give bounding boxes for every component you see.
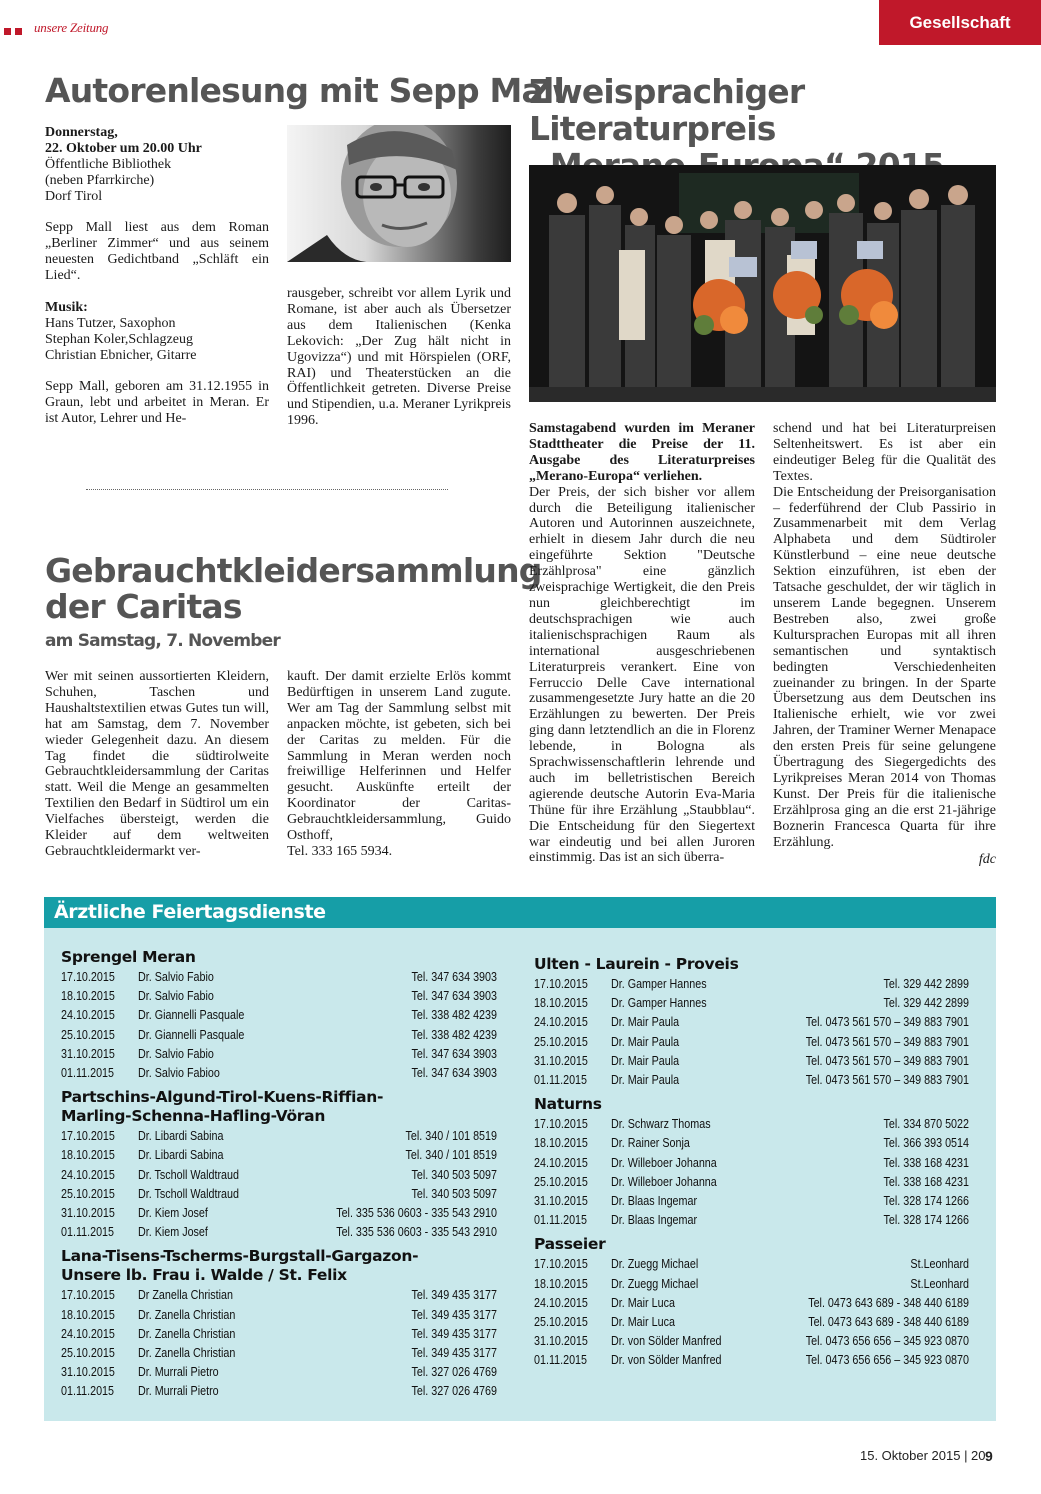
duty-phone: Tel. 338 168 4231: [883, 1174, 969, 1189]
duty-row: [534, 1071, 969, 1090]
duty-doctor: Dr. Mair Luca: [610, 1295, 675, 1310]
article-autorenlesung-col1: [45, 125, 269, 443]
duty-date: 18.10.2015: [61, 989, 115, 1004]
duty-row: [534, 1115, 969, 1134]
header-square-icon: [15, 28, 22, 35]
duty-doctor: Dr. Willeboer Johanna: [610, 1155, 717, 1170]
duty-date: 01.11.2015: [534, 1073, 588, 1087]
music-line: Hans Tutzer, Saxophon: [45, 315, 176, 331]
duty-row: [534, 1332, 969, 1351]
duty-row: [61, 1026, 497, 1045]
article-caritas-col2: kauft. Der damit erzielte Erlös kommt Bedürftigen in unserem Land zugute. Wer am Tag der Sammlung selbst mit anpacken möchte, ist gebeten, sich bei der Caritas zu melden. Für die Sammlung in Meran werden noch freiwillige Helferinnen und Helfer gesucht. Auskünfte erteilt der Koordinator der Caritas-Gebrauchtkleidersammlung, Guido Osthoff, Tel. 333 165 5934.: [287, 669, 511, 859]
duty-doctor: Dr. Kiem Josef: [137, 1225, 208, 1240]
duty-row: [61, 1185, 497, 1204]
duty-date: 17.10.2015: [534, 977, 588, 991]
duty-phone: Tel. 349 435 3177: [411, 1346, 497, 1360]
duty-date: 31.10.2015: [534, 1334, 588, 1349]
duty-doctor: Dr. Mair Paula: [610, 1034, 680, 1049]
duty-phone: Tel. 328 174 1266: [883, 1213, 969, 1228]
article-title-literaturpreis: Zweisprachiger Literaturpreis: [529, 72, 805, 148]
duty-date: 24.10.2015: [534, 1295, 588, 1310]
duty-row: [61, 1306, 497, 1325]
duty-doctor: Dr. Giannelli Pasquale: [137, 1008, 245, 1023]
duty-doctor: Dr. Gamper Hannes: [610, 977, 707, 991]
duty-doctor: Dr. Mair Luca: [610, 1315, 675, 1329]
article-autorenlesung-col2: rausgeber, schreibt vor allem Lyrik und Romane, ist aber auch als Übersetzer aus dem Italienischen (Kenka Lekovich: „Der Zug hält nicht in Ugovizza“) und mit Hörspielen (ORF, RAI) und Theaterstücken an die Öffentlichkeit getreten. Diverse Preise und Stipendien, u.a. Meraner Lyrikpreis 1996.: [287, 286, 511, 429]
duty-date: 18.10.2015: [534, 1136, 588, 1151]
duty-doctor: Dr. Willeboer Johanna: [610, 1174, 717, 1189]
duty-doctor: Dr. Blaas Ingemar: [610, 1213, 698, 1228]
duty-phone: Tel. 347 634 3903: [411, 1066, 497, 1080]
duty-row: [534, 1313, 969, 1332]
article-paragraph: Sepp Mall, geboren am 31.12.1955 in Graun, lebt und arbeitet in Meran. Er ist Autor, Lehrer und He-: [45, 379, 269, 427]
article-subtitle-caritas: am Samstag, 7. November: [45, 631, 280, 651]
duty-date: 25.10.2015: [61, 1346, 115, 1360]
duty-phone: Tel. 335 536 0603 - 335 543 2910: [336, 1206, 497, 1220]
duty-phone: Tel. 349 435 3177: [411, 1307, 497, 1322]
header-square-icon: [4, 28, 11, 35]
duty-date: 01.11.2015: [61, 1066, 115, 1080]
duty-doctor: Dr. Zanella Christian: [137, 1346, 236, 1360]
duty-row: [534, 1275, 969, 1294]
event-day: Donnerstag,: [45, 125, 118, 140]
duty-row: [534, 994, 969, 1013]
duty-group-title: Naturns: [534, 1095, 602, 1114]
duty-row: [534, 1192, 969, 1211]
duty-phone: Tel. 338 168 4231: [883, 1155, 969, 1170]
duty-row: [61, 1204, 497, 1223]
duty-row: [61, 1325, 497, 1344]
duty-date: 25.10.2015: [534, 1034, 588, 1049]
duty-phone: Tel. 0473 561 570 – 349 883 7901: [805, 1015, 969, 1030]
music-line: Stephan Koler,Schlagzeug: [45, 331, 193, 347]
duty-row: [534, 1351, 969, 1370]
duty-date: 25.10.2015: [534, 1315, 588, 1329]
duty-phone: Tel. 340 503 5097: [411, 1167, 497, 1182]
duty-doctor: Dr. Blaas Ingemar: [610, 1194, 698, 1208]
duty-phone: Tel. 0473 643 689 - 348 440 6189: [808, 1315, 969, 1329]
duty-doctor: Dr. Tscholl Waldtraud: [137, 1186, 239, 1201]
article-literaturpreis-col1: Samstagabend wurden im Meraner Stadttheater die Preise der 11. Ausgabe des Literaturpreises „Merano-Europa“ verliehen. Der Preis, der sich bisher vor allem durch die Beteiligung italienischer Autoren und Autorinnen auszeichnete, erhielt in diesem Jahr durch die neu eingeführte Sektion "Deutsche Erzählprosa" eine gänzlich zweisprachige Wertigkeit, die den Preis nun gleichberechtigt im deutschsprachigen wie auch italienischsprachigen Raum als international ausgeschriebenen Literaturpreis verankert. Eine von Ferruccio Delle Cave international zusammengesetzte Jury hatte an die 20 Erzählungen zu bewerten. Der Preis ging dann letztendlich an die in Florenz lebende, in Bologna als Sprachwissenschaftlerin lehrende und auch im belletristischen Bereich agierende deutsche Autorin Eva-Maria Thüne für ihre Erzählung „Staubblau“. Die Entscheidung für den Siegertext war eindeutig und bei allen Juroren einstimmig. Das ist an sich überra-: [529, 421, 755, 866]
duty-phone: Tel. 0473 643 689 - 348 440 6189: [808, 1295, 969, 1310]
duty-date: 24.10.2015: [61, 1326, 115, 1341]
duty-phone: Tel. 340 / 101 8519: [405, 1148, 497, 1163]
duty-phone: Tel. 338 482 4239: [411, 1008, 497, 1023]
duty-date: 24.10.2015: [534, 1015, 588, 1030]
divider: [86, 489, 448, 490]
duty-doctor: Dr. von Sölder Manfred: [610, 1334, 722, 1349]
duty-phone: Tel. 347 634 3903: [411, 1046, 497, 1061]
duty-row: [61, 1363, 497, 1382]
duty-phone: Tel. 347 634 3903: [411, 970, 497, 984]
duty-phone: Tel. 329 442 2899: [883, 996, 969, 1011]
event-time: 22. Oktober um 20.00 Uhr: [45, 140, 202, 156]
duty-row: [61, 987, 497, 1006]
duty-date: 31.10.2015: [61, 1046, 115, 1061]
duty-phone: Tel. 328 174 1266: [883, 1194, 969, 1208]
page-number: 9: [985, 1448, 993, 1464]
duty-date: 18.10.2015: [61, 1148, 115, 1163]
duty-phone: Tel. 347 634 3903: [411, 989, 497, 1004]
duty-date: 01.11.2015: [534, 1213, 588, 1228]
duty-phone: Tel. 340 503 5097: [411, 1186, 497, 1201]
duty-doctor: Dr. Zuegg Michael: [610, 1276, 699, 1291]
duty-group-title: Lana-Tisens-Tscherms-Burgstall-Gargazon- Unsere lb. Frau i. Walde / St. Felix: [61, 1247, 419, 1285]
duty-row: [534, 1154, 969, 1173]
article-signature: fdc: [978, 852, 996, 867]
article-paragraph: Sepp Mall liest aus dem Roman „Berliner Zimmer“ und aus seinem neuesten Gedichtband „Schläft ein Lied“.: [45, 220, 269, 284]
duty-row: [534, 1294, 969, 1313]
duty-row: [61, 1146, 497, 1165]
duty-phone: St.Leonhard: [910, 1276, 969, 1291]
duty-row: [534, 1173, 969, 1192]
contact-phone: Tel. 333 165 5934.: [287, 843, 393, 859]
duty-phone: Tel. 340 / 101 8519: [405, 1129, 497, 1144]
section-tab[interactable]: Gesellschaft: [879, 0, 1041, 45]
duty-doctor: Dr. Salvio Fabio: [137, 970, 214, 984]
duty-phone: Tel. 327 026 4769: [411, 1365, 497, 1380]
duty-row: [61, 1286, 497, 1305]
event-venue: Öffentliche Bibliothek (neben Pfarrkirche) Dorf Tirol: [45, 156, 172, 204]
duty-date: 18.10.2015: [534, 1276, 588, 1291]
duty-group-title: Partschins-Algund-Tirol-Kuens-Riffian- Marling-Schenna-Hafling-Vöran: [61, 1088, 384, 1126]
duty-date: 01.11.2015: [61, 1225, 115, 1240]
duty-doctor: Dr. Murrali Pietro: [137, 1384, 219, 1399]
duty-row: [61, 1223, 497, 1242]
duty-doctor: Dr. Schwarz Thomas: [610, 1117, 711, 1132]
duty-row: [61, 1382, 497, 1401]
duty-doctor: Dr. Salvio Fabio: [137, 1046, 214, 1061]
duty-phone: Tel. 0473 561 570 – 349 883 7901: [805, 1053, 969, 1068]
duty-doctor: Dr. Kiem Josef: [137, 1206, 208, 1220]
duty-row: [61, 1166, 497, 1185]
duty-doctor: Dr. Rainer Sonja: [610, 1136, 690, 1151]
duty-row: [534, 1255, 969, 1274]
duty-date: 17.10.2015: [61, 970, 115, 984]
duty-doctor: Dr. von Sölder Manfred: [610, 1353, 722, 1368]
duty-doctor: Dr. Libardi Sabina: [137, 1148, 224, 1163]
duty-date: 31.10.2015: [534, 1053, 588, 1068]
duty-doctor: Dr. Tscholl Waldtraud: [137, 1167, 239, 1182]
duty-row: [534, 1211, 969, 1230]
article-caritas-col1: Wer mit seinen aussortierten Kleidern, Schuhen, Taschen und Haushaltstextilien etwas Gutes tun will, hat am Samstag, dem 7. November wieder Gelegenheit dazu. An diesem Tag findet die südtirolweite Gebrauchtkleidersammlung der Caritas statt. Weil die Menge an gesammelten Textilien den Bedarf in Südtirol um ein Vielfaches übersteigt, werden die Kleider auf dem weltweiten Gebrauchtkleidermarkt ver-: [45, 669, 269, 859]
duty-row: [61, 1344, 497, 1363]
duty-date: 17.10.2015: [534, 1257, 588, 1272]
duty-phone: Tel. 338 482 4239: [411, 1027, 497, 1042]
duty-phone: Tel. 334 870 5022: [883, 1117, 969, 1132]
duty-doctor: Dr. Zanella Christian: [137, 1326, 236, 1341]
duty-row: [534, 975, 969, 994]
duty-doctor: Dr. Salvio Fabioo: [137, 1066, 220, 1080]
duty-group-title: Ulten - Laurein - Proveis: [534, 955, 739, 973]
duty-phone: St.Leonhard: [910, 1257, 969, 1272]
article-title-caritas: Gebrauchtkleidersammlung der Caritas: [45, 551, 542, 626]
duty-date: 24.10.2015: [61, 1008, 115, 1023]
duty-doctor: Dr Zanella Christian: [137, 1288, 233, 1303]
duty-date: 18.10.2015: [61, 1307, 115, 1322]
duty-doctor: Dr. Mair Paula: [610, 1015, 680, 1030]
duty-doctor: Dr. Zanella Christian: [137, 1307, 236, 1322]
duty-doctor: Dr. Mair Paula: [610, 1053, 680, 1068]
duty-phone: Tel. 0473 561 570 – 349 883 7901: [805, 1073, 969, 1087]
award-ceremony-photo: [529, 165, 996, 402]
duty-doctor: Dr. Gamper Hannes: [610, 996, 707, 1011]
duty-box-title: Ärztliche Feiertagsdienste: [44, 897, 996, 928]
duty-row: [61, 1006, 497, 1025]
duty-date: 25.10.2015: [61, 1027, 115, 1042]
duty-row: [534, 1013, 969, 1032]
duty-row: [534, 1033, 969, 1052]
duty-phone: Tel. 349 435 3177: [411, 1288, 497, 1303]
footer-date: 15. Oktober 2015 | 20: [860, 1448, 986, 1463]
duty-row: [61, 1127, 497, 1146]
duty-phone: Tel. 335 536 0603 - 335 543 2910: [336, 1225, 497, 1240]
duty-phone: Tel. 0473 656 656 – 345 923 0870: [805, 1334, 969, 1349]
author-portrait-photo: [287, 125, 511, 262]
duty-date: 01.11.2015: [61, 1384, 115, 1399]
duty-doctor: Dr. Libardi Sabina: [137, 1129, 224, 1144]
duty-date: 24.10.2015: [61, 1167, 115, 1182]
duty-phone: Tel. 349 435 3177: [411, 1326, 497, 1341]
duty-date: 31.10.2015: [61, 1206, 115, 1220]
duty-phone: Tel. 329 442 2899: [883, 977, 969, 991]
duty-doctor: Dr. Murrali Pietro: [137, 1365, 219, 1380]
duty-row: [61, 1064, 497, 1083]
duty-date: 18.10.2015: [534, 996, 588, 1011]
publication-logo[interactable]: unsere Zeitung: [34, 20, 109, 35]
duty-row: [534, 1052, 969, 1071]
music-label: Musik:: [45, 299, 88, 315]
article-literaturpreis-col2: schend und hat bei Literaturpreisen Seltenheitswert. Es ist aber ein eindeutiger Beleg für die Qualität des Textes. Die Entscheidung der Preisorganisation – federführend der Club Passirio in Zusammenarbeit mit dem Verlag Alphabeta und dem Südtiroler Künstlerbund – eine neue deutsche Sektion einzuführen, ist eben der Tatsache geschuldet, der wir täglich in unserem Lande begegnen. Unserem Bestreben also, zwei große Kultursprachen Europas mit all ihren semantischen und syntaktisch bedingten Verschiedenheiten zueinander zu bringen. In der Sparte Übersetzung aus dem Deutschen ins Italienische erhielt, wie vor zwei Jahren, der Traminer Werner Menapace den ersten Preis für seine gelungene Übertragung des Siegergedichts des Lyrikpreises Meran 2014 von Thomas Kunst. Der Preis für die italienische Erzählprosa ging an die erst 21-jährige Boznerin Francesca Quarta für ihre Erzählung.: [773, 421, 996, 850]
duty-row: [61, 1045, 497, 1064]
duty-date: 17.10.2015: [61, 1288, 115, 1303]
duty-phone: Tel. 0473 561 570 – 349 883 7901: [805, 1034, 969, 1049]
duty-doctor: Dr. Zuegg Michael: [610, 1257, 699, 1272]
duty-date: 25.10.2015: [61, 1186, 115, 1201]
duty-doctor: Dr. Mair Paula: [610, 1073, 680, 1087]
duty-date: 31.10.2015: [534, 1194, 588, 1208]
duty-date: 31.10.2015: [61, 1365, 115, 1380]
duty-row: [534, 1134, 969, 1153]
duty-phone: Tel. 0473 656 656 – 345 923 0870: [805, 1353, 969, 1368]
article-lead: Samstagabend wurden im Meraner Stadttheater die Preise der 11. Ausgabe des Literaturpreises „Merano-Europa“ verliehen.: [529, 421, 755, 484]
article-title-autorenlesung: Autorenlesung mit Sepp Mall: [45, 71, 565, 110]
duty-date: 01.11.2015: [534, 1353, 588, 1368]
music-line: Christian Ebnicher, Gitarre: [45, 347, 197, 363]
duty-row: [61, 968, 497, 987]
duty-date: 17.10.2015: [61, 1129, 115, 1144]
duty-date: 25.10.2015: [534, 1174, 588, 1189]
duty-phone: Tel. 366 393 0514: [883, 1136, 969, 1151]
duty-date: 24.10.2015: [534, 1155, 588, 1170]
duty-date: 17.10.2015: [534, 1117, 588, 1132]
duty-doctor: Dr. Giannelli Pasquale: [137, 1027, 245, 1042]
duty-group-title: Passeier: [534, 1235, 606, 1254]
duty-group-title: Sprengel Meran: [61, 948, 196, 966]
duty-doctor: Dr. Salvio Fabio: [137, 989, 214, 1004]
duty-phone: Tel. 327 026 4769: [411, 1384, 497, 1399]
